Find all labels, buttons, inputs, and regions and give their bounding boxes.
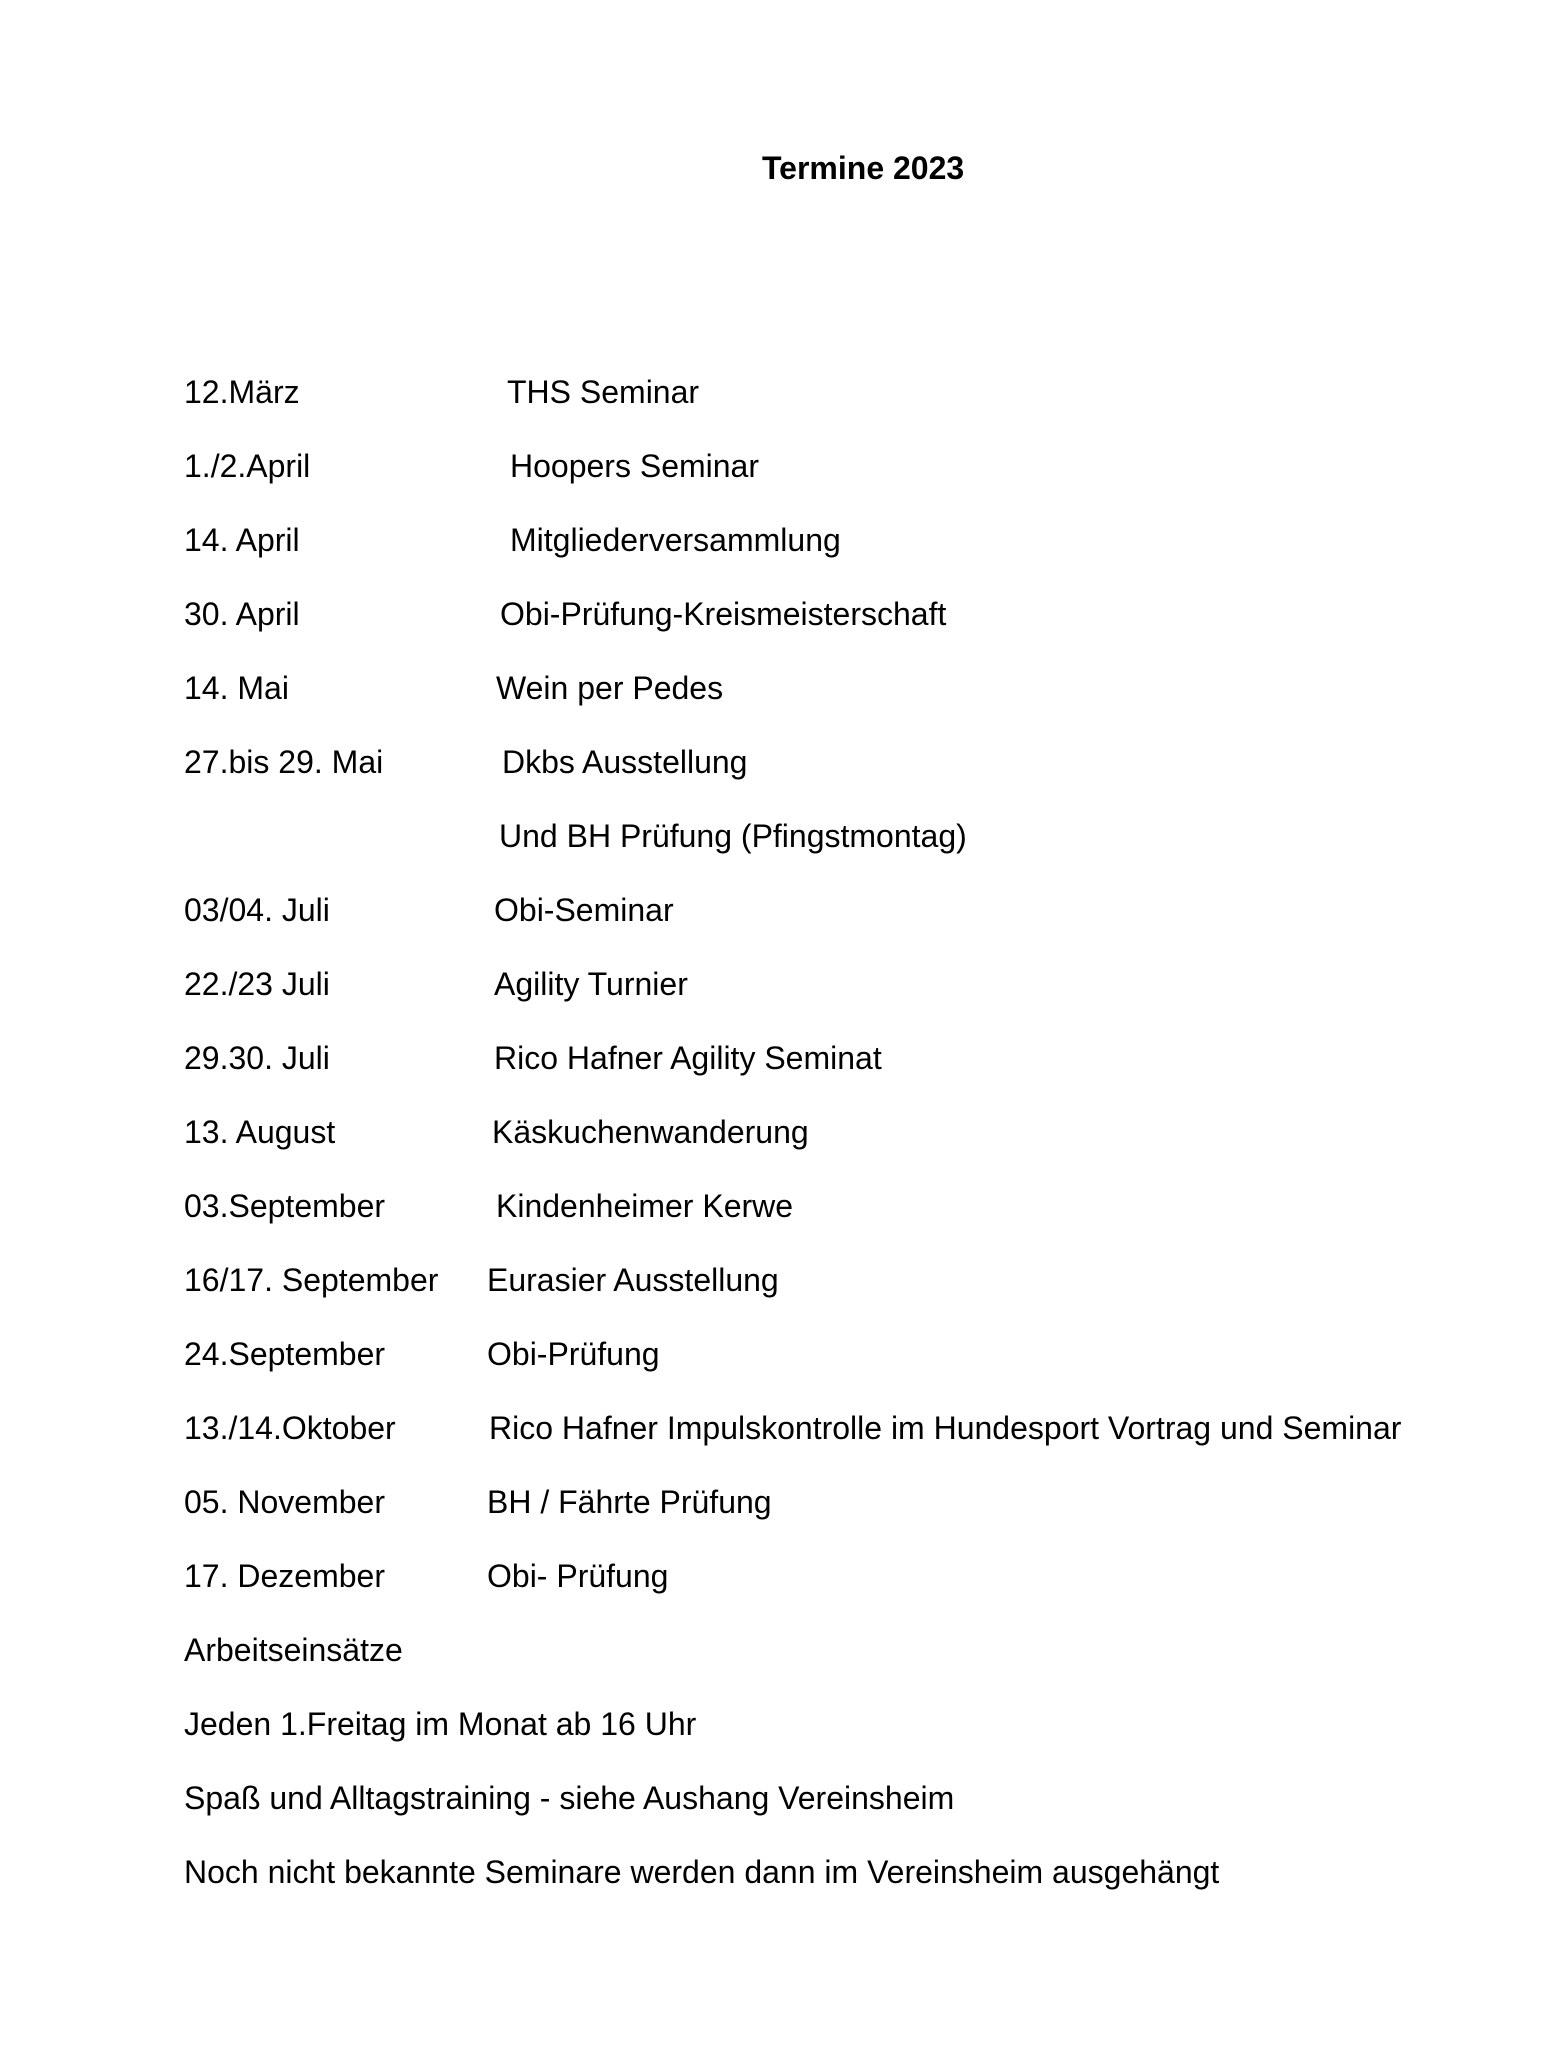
event-date: 29.30. Juli xyxy=(184,1040,330,1076)
note-line: Arbeitseinsätze xyxy=(184,1632,403,1668)
event-date: 03.September xyxy=(184,1188,386,1224)
event-name: Obi-Prüfung xyxy=(487,1336,660,1372)
event-date: 13./14.Oktober xyxy=(184,1410,396,1446)
event-name: Rico Hafner Agility Seminat xyxy=(494,1040,882,1076)
event-date: 12.März xyxy=(184,374,300,410)
event-name: Hoopers Seminar xyxy=(510,448,759,484)
event-date: 27.bis 29. Mai xyxy=(184,744,384,780)
event-date: 13. August xyxy=(184,1114,336,1150)
page-title: Termine 2023 xyxy=(762,150,965,186)
event-name: Obi- Prüfung xyxy=(487,1558,669,1594)
note-line: Jeden 1.Freitag im Monat ab 16 Uhr xyxy=(184,1706,697,1742)
event-date: 30. April xyxy=(184,596,300,632)
event-name: THS Seminar xyxy=(507,374,700,410)
event-name: Agility Turnier xyxy=(494,966,688,1002)
event-date: 14. Mai xyxy=(184,670,289,706)
event-date: 24.September xyxy=(184,1336,386,1372)
event-name: Eurasier Ausstellung xyxy=(487,1262,779,1298)
event-name: Dkbs Ausstellung xyxy=(502,744,748,780)
event-date: 22./23 Juli xyxy=(184,966,330,1002)
event-date: 14. April xyxy=(184,522,300,558)
event-name: Kindenheimer Kerwe xyxy=(496,1188,794,1224)
event-name: Obi-Prüfung-Kreismeisterschaft xyxy=(500,596,947,632)
event-name: Obi-Seminar xyxy=(494,892,674,928)
event-name: Rico Hafner Impulskontrolle im Hundesport Vortrag und Seminar xyxy=(489,1410,1402,1446)
event-name: Und BH Prüfung (Pfingstmontag) xyxy=(499,818,967,854)
note-line: Noch nicht bekannte Seminare werden dann im Vereinsheim ausgehängt xyxy=(184,1854,1220,1890)
event-name: BH / Fährte Prüfung xyxy=(487,1484,772,1520)
event-name: Mitgliederversammlung xyxy=(510,522,841,558)
event-date: 1./2.April xyxy=(184,448,311,484)
note-line: Spaß und Alltagstraining - siehe Aushang Vereinsheim xyxy=(184,1780,955,1816)
event-name: Wein per Pedes xyxy=(496,670,724,706)
event-date: 05. November xyxy=(184,1484,385,1520)
event-name: Käskuchenwanderung xyxy=(492,1114,809,1150)
event-date: 17. Dezember xyxy=(184,1558,385,1594)
event-date: 16/17. September xyxy=(184,1262,439,1298)
event-date: 03/04. Juli xyxy=(184,892,330,928)
